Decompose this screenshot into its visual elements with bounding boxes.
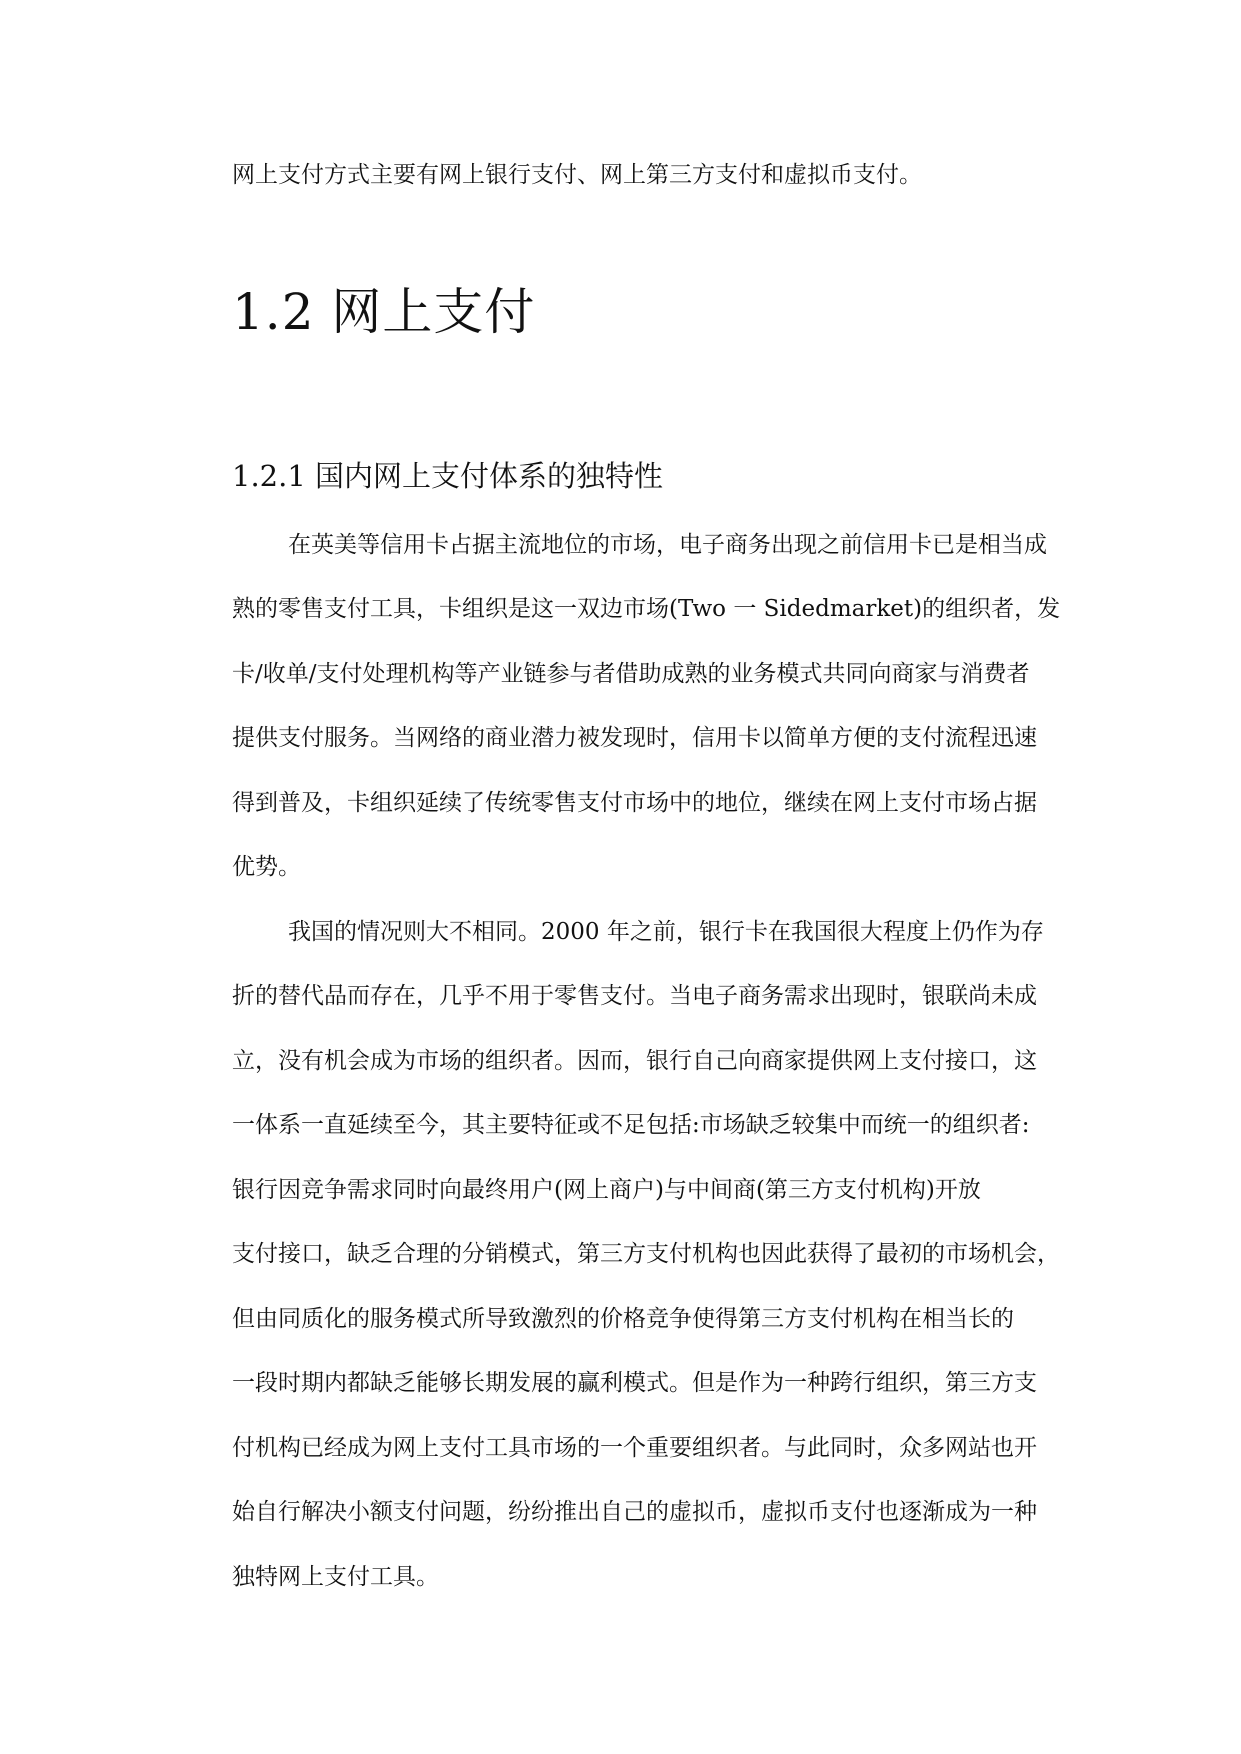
paragraph2-line-1: 我国的情况则大不相同。2000 年之前，银行卡在我国很大程度上仍作为存 [288,919,1044,945]
paragraph2-line-11: 独特网上支付工具。 [232,1564,439,1590]
subsection-heading: 1.2.1 国内网上支付体系的独特性 [232,459,664,493]
paragraph2-line-7: 但由同质化的服务模式所导致激烈的价格竞争使得第三方支付机构在相当长的 [232,1306,1014,1332]
paragraph1-line-4: 提供支付服务。当网络的商业潜力被发现时，信用卡以简单方便的支付流程迅速 [232,725,1037,751]
section-heading: 1.2 网上支付 [232,283,536,341]
paragraph1-line-6: 优势。 [232,854,301,880]
paragraph2-line-9: 付机构已经成为网上支付工具市场的一个重要组织者。与此同时，众多网站也开 [232,1435,1037,1461]
paragraph2-line-5: 银行因竞争需求同时向最终用户(网上商户)与中间商(第三方支付机构)开放 [232,1177,981,1203]
paragraph2-line-2: 折的替代品而存在，几乎不用于零售支付。当电子商务需求出现时，银联尚未成 [232,983,1037,1009]
paragraph1-line-5: 得到普及，卡组织延续了传统零售支付市场中的地位，继续在网上支付市场占据 [232,790,1037,816]
intro-line: 网上支付方式主要有网上银行支付、网上第三方支付和虚拟币支付。 [232,162,922,188]
paragraph2-line-8: 一段时期内都缺乏能够长期发展的赢利模式。但是作为一种跨行组织，第三方支 [232,1370,1037,1396]
paragraph2-line-10: 始自行解决小额支付问题，纷纷推出自己的虚拟币，虚拟币支付也逐渐成为一种 [232,1499,1037,1525]
paragraph1-line-2: 熟的零售支付工具，卡组织是这一双边市场(Two 一 Sidedmarket)的组织者，发 [232,596,1061,622]
paragraph1-line-3: 卡/收单/支付处理机构等产业链参与者借助成熟的业务模式共同向商家与消费者 [232,661,1030,687]
paragraph2-line-4: 一体系一直延续至今，其主要特征或不足包括:市场缺乏较集中而统一的组织者: [232,1112,1030,1138]
paragraph2-line-6: 支付接口，缺乏合理的分销模式，第三方支付机构也因此获得了最初的市场机会， [232,1241,1060,1267]
paragraph2-line-3: 立，没有机会成为市场的组织者。因而，银行自己向商家提供网上支付接口，这 [232,1048,1037,1074]
paragraph1-line-1: 在英美等信用卡占据主流地位的市场，电子商务出现之前信用卡已是相当成 [288,532,1047,558]
